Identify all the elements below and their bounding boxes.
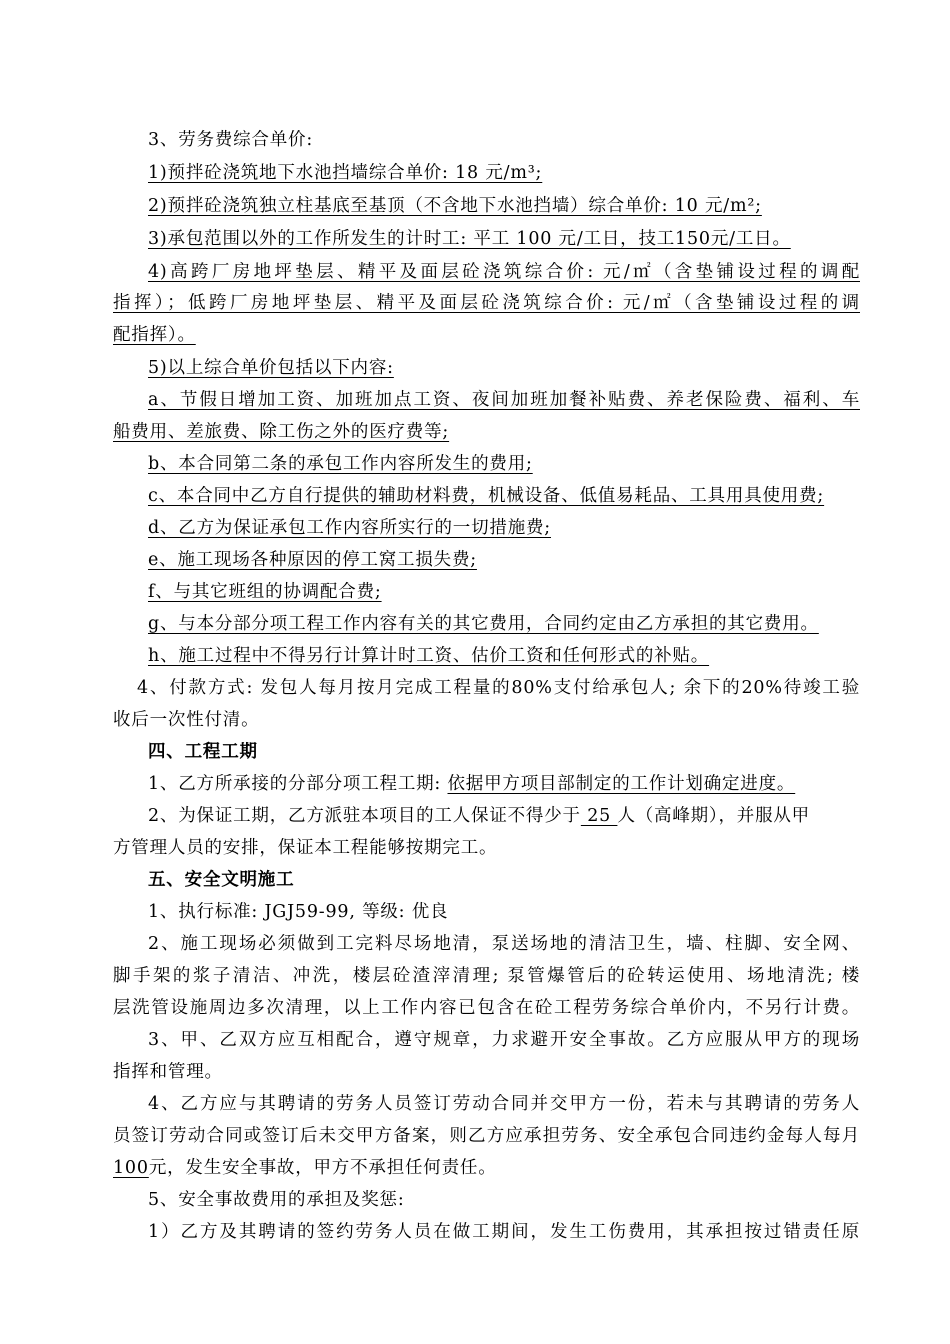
safety-item-3-line1: 3、甲、乙双方应互相配合，遵守规章，力求避开安全事故。乙方应服从甲方的现场 bbox=[148, 1030, 860, 1050]
price-item-4-line3: 配指挥）。 bbox=[113, 325, 196, 345]
price-item-5: 5)以上综合单价包括以下内容: bbox=[148, 358, 394, 378]
safety-item-5: 5、安全事故费用的承担及奖惩: bbox=[148, 1190, 405, 1210]
worker-count-value: 25 bbox=[580, 806, 618, 826]
safety-item-2-line3: 层洗管设施周边多次清理，以上工作内容已包含在砼工程劳务综合单价内，不另行计费。 bbox=[113, 998, 860, 1018]
safety-item-4-line2: 员签订劳动合同或签订后未交甲方备案，则乙方应承担劳务、安全承包合同违约金每人每月 bbox=[113, 1126, 860, 1146]
safety-item-1: 1、执行标准: JGJ59-99, 等级: 优良 bbox=[148, 902, 449, 922]
included-item-c: c、本合同中乙方自行提供的辅助材料费，机械设备、低值易耗品、工具用具使用费; bbox=[148, 486, 825, 506]
price-item-1: 1)预拌砼浇筑地下水池挡墙综合单价: 18 元/m³; bbox=[148, 163, 543, 183]
schedule-item-1-label: 1、乙方所承接的分部分项工程工期: bbox=[148, 774, 448, 794]
included-item-g: g、与本分部分项工程工作内容有关的其它费用，合同约定由乙方承担的其它费用。 bbox=[148, 614, 819, 634]
included-item-d: d、乙方为保证承包工作内容所实行的一切措施费; bbox=[148, 518, 551, 538]
section-5-heading: 五、安全文明施工 bbox=[148, 870, 295, 890]
price-item-2: 2)预拌砼浇筑独立柱基底至基顶（不含地下水池挡墙）综合单价: 10 元/m²; bbox=[148, 196, 762, 216]
schedule-item-1-value: 依据甲方项目部制定的工作计划确定进度。 bbox=[447, 774, 796, 794]
schedule-item-2-text-a: 2、为保证工期，乙方派驻本项目的工人保证不得少于 bbox=[148, 806, 581, 826]
safety-item-4-line3 bbox=[113, 1157, 863, 1179]
payment-terms-line1: 4、付款方式: 发包人每月按月完成工程量的80%支付给承包人; 余下的20%待竣工验 bbox=[137, 678, 860, 698]
price-item-4-line2: 指挥）；低跨厂房地坪垫层、精平及面层砼浇筑综合价: 元/㎡（含垫铺设过程的调 bbox=[113, 293, 860, 313]
included-item-e: e、施工现场各种原因的停工窝工损失费; bbox=[148, 550, 477, 570]
clause-3-heading: 3、劳务费综合单价: bbox=[148, 130, 314, 150]
included-item-b: b、本合同第二条的承包工作内容所发生的费用; bbox=[148, 454, 533, 474]
safety-item-2-line1: 2、施工现场必须做到工完料尽场地清，泵送场地的清洁卫生，墙、柱脚、安全网、 bbox=[148, 934, 860, 954]
price-item-3: 3)承包范围以外的工作所发生的计时工: 平工 100 元/工日，技工150元/工日。 bbox=[148, 229, 791, 249]
included-item-a-line1: a、节假日增加工资、加班加点工资、夜间加班加餐补贴费、养老保险费、福利、车 bbox=[148, 390, 860, 410]
safety-item-4-line3-text: 元，发生安全事故，甲方不承担任何责任。 bbox=[148, 1158, 497, 1178]
included-item-f: f、与其它班组的协调配合费; bbox=[148, 582, 382, 602]
penalty-amount-value: 100 bbox=[113, 1158, 149, 1178]
schedule-item-2-line2: 方管理人员的安排，保证本工程能够按期完工。 bbox=[113, 838, 498, 858]
safety-item-4-line1: 4、乙方应与其聘请的劳务人员签订劳动合同并交甲方一份，若未与其聘请的劳务人 bbox=[148, 1094, 860, 1114]
schedule-item-2-text-b: 人（高峰期），并服从甲 bbox=[617, 806, 810, 826]
safety-item-3-line2: 指挥和管理。 bbox=[113, 1062, 223, 1082]
price-item-4-line1: 4)高跨厂房地坪垫层、精平及面层砼浇筑综合价: 元/㎡（含垫铺设过程的调配 bbox=[148, 262, 860, 282]
included-item-h: h、施工过程中不得另行计算计时工资、估价工资和任何形式的补贴。 bbox=[148, 646, 710, 666]
payment-terms-line2: 收后一次性付清。 bbox=[113, 710, 260, 730]
included-item-a-line2: 船费用、差旅费、除工伤之外的医疗费等; bbox=[113, 422, 450, 442]
safety-item-2-line2: 脚手架的浆子清洁、冲洗，楼层砼渣滓清理; 泵管爆管后的砼转运使用、场地清洗; 楼 bbox=[113, 966, 860, 986]
section-4-heading: 四、工程工期 bbox=[148, 742, 258, 762]
schedule-item-1 bbox=[148, 773, 898, 795]
schedule-item-2-line1 bbox=[148, 805, 898, 827]
safety-item-5-sub-1: 1）乙方及其聘请的签约劳务人员在做工期间，发生工伤费用，其承担按过错责任原 bbox=[148, 1222, 860, 1242]
